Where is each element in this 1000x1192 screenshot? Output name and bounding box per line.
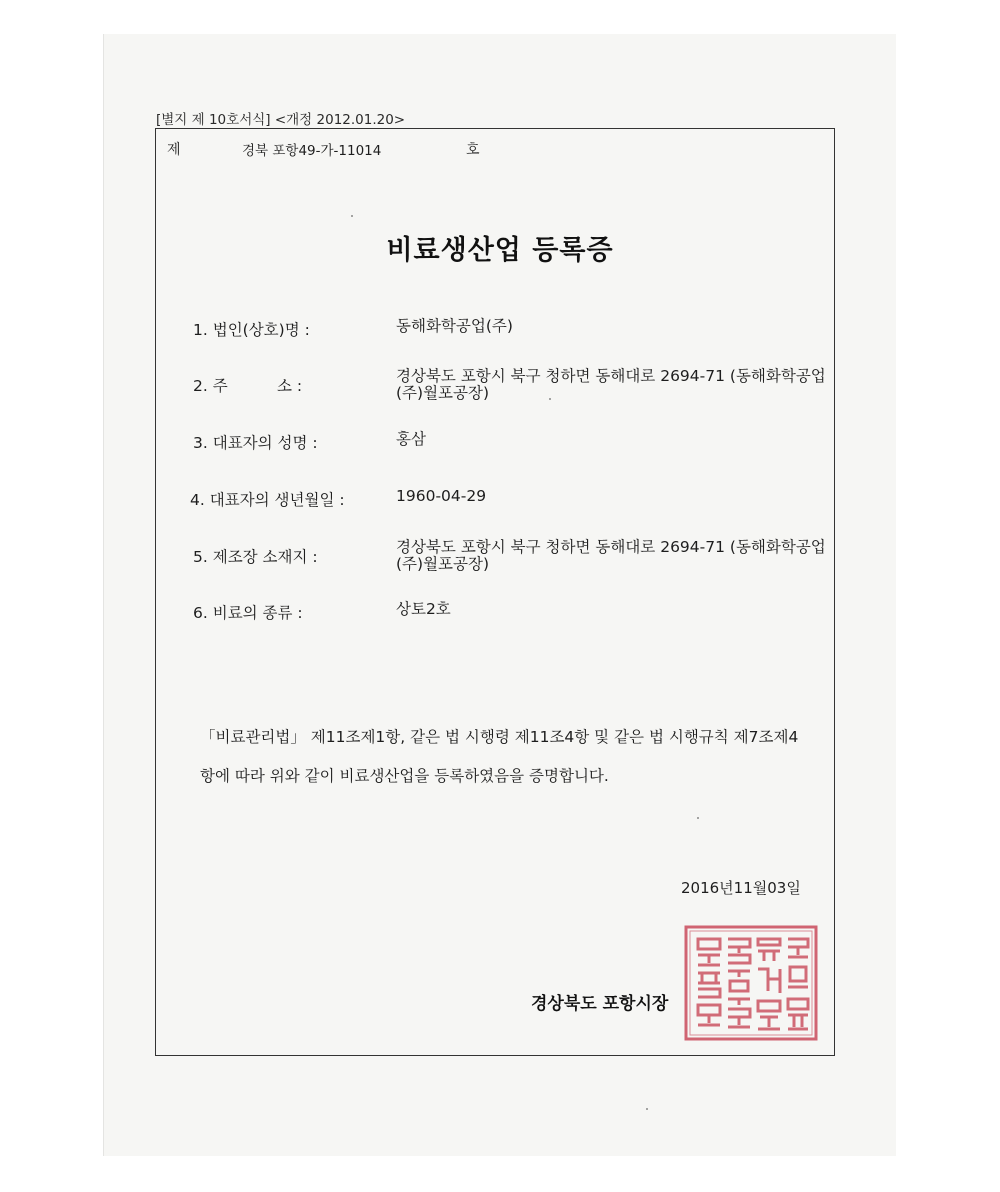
registration-suffix: 호 [466, 142, 480, 158]
field-value-representative-name: 홍삼 [396, 430, 426, 448]
certification-statement: 「비료관리법」 제11조제1항, 같은 법 시행령 제11조4항 및 같은 법 시행규칙 제7조제4항에 따라 위와 같이 비료생산업을 등록하였음을 증명합니다. [200, 728, 799, 785]
scan-speck [697, 817, 699, 819]
field-label-representative-name: 3. 대표자의 성명 : [193, 434, 318, 452]
scan-speck [549, 398, 551, 400]
field-label-factory-location: 5. 제조장 소재지 : [193, 548, 318, 566]
field-value-address: 경상북도 포항시 북구 청하면 동해대로 2694-71 (동해화학공업(주)월포공장) [396, 367, 826, 402]
field-value-factory-location: 경상북도 포항시 북구 청하면 동해대로 2694-71 (동해화학공업(주)월포공장) [396, 538, 826, 573]
field-value-fertilizer-type: 상토2호 [396, 600, 451, 618]
form-reference: [별지 제 10호서식] <개정 2012.01.20> [156, 112, 406, 128]
field-value-company-name: 동해화학공업(주) [396, 317, 513, 335]
scan-speck [351, 215, 353, 217]
field-label-representative-birthdate: 4. 대표자의 생년월일 : [190, 491, 345, 509]
field-value-representative-birthdate: 1960-04-29 [396, 487, 487, 505]
issuer-name: 경상북도 포항시장 [531, 994, 669, 1014]
field-label-address: 2. 주 소 : [193, 377, 303, 395]
certificate-frame [155, 128, 835, 1056]
scan-speck [646, 1108, 648, 1110]
certificate-title: 비료생산업 등록증 [386, 235, 614, 266]
official-seal-icon [684, 925, 818, 1041]
registration-prefix: 제 [167, 142, 181, 158]
issue-date: 2016년11월03일 [681, 879, 801, 897]
field-label-company-name: 1. 법인(상호)명 : [193, 321, 310, 339]
registration-number: 경북 포항49-가-11014 [242, 143, 382, 159]
field-label-fertilizer-type: 6. 비료의 종류 : [193, 604, 303, 622]
